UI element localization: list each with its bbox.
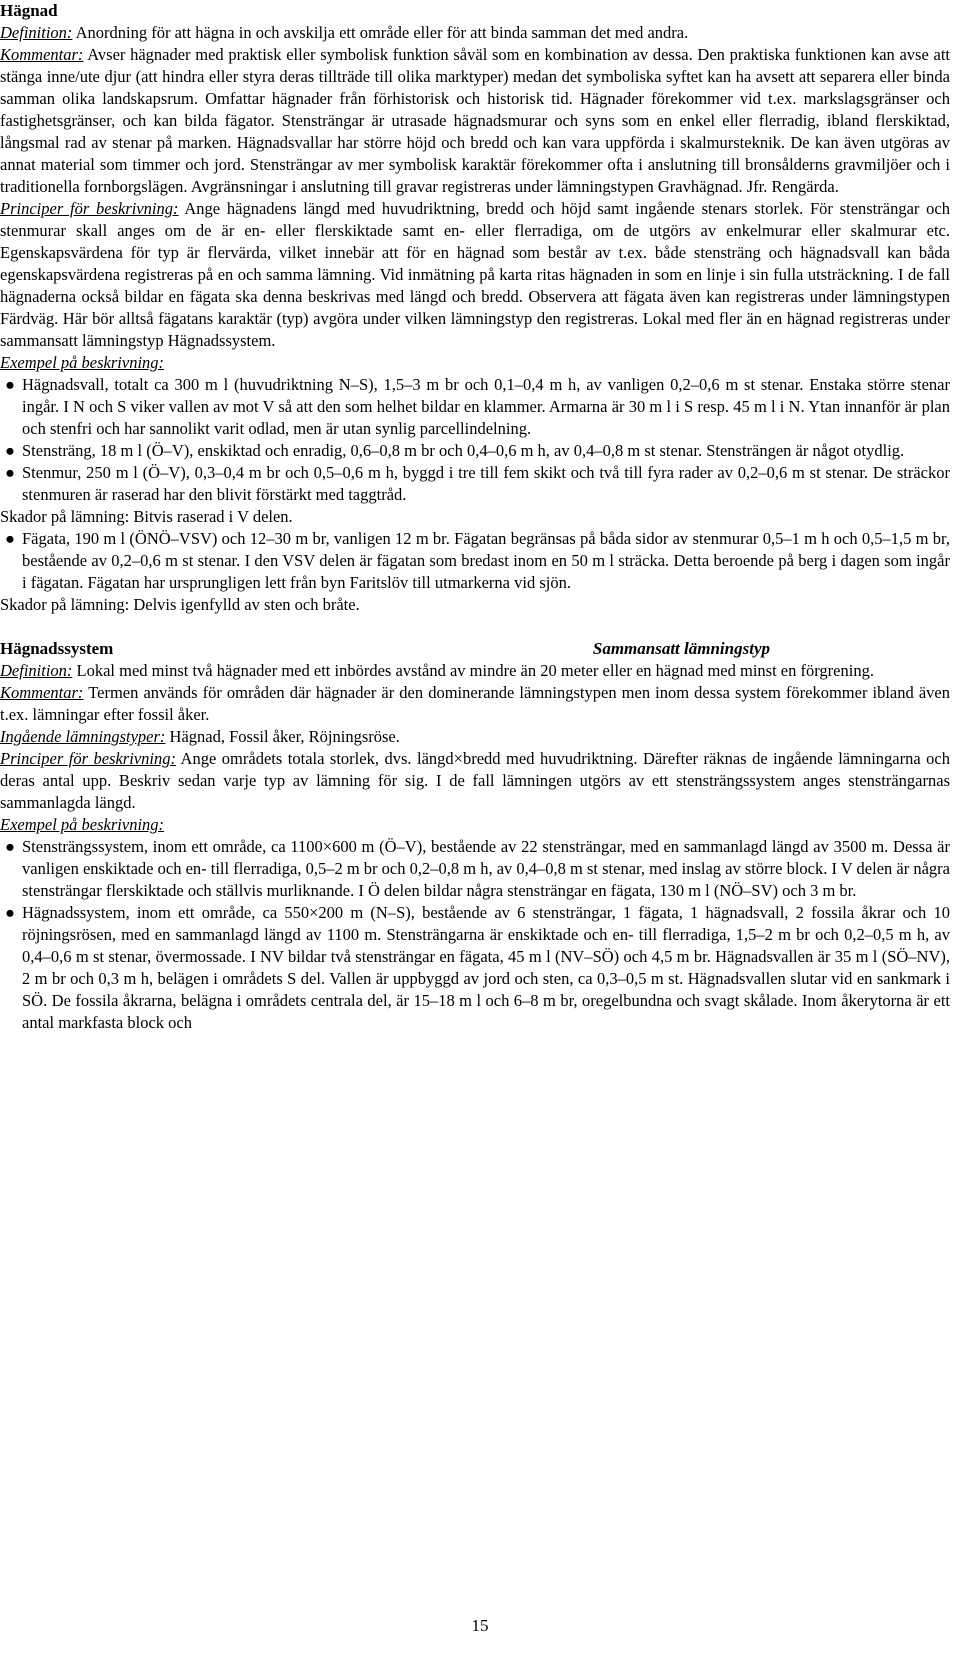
list-item	[0, 374, 950, 440]
ingaende-paragraph	[0, 726, 950, 748]
example-text: Fägata, 190 m l (ÖNÖ–VSV) och 12–30 m br, vanligen 12 m br. Fägatan begränsas på båda sidor av stenmurar 0,5–1 m h och 0,5–1,5 m br, bestående av 0,2–0,6 m st stenar. I den VSV delen är fägatan som bredast inom en 50 m l sträcka. Detta beroende på berg i dagen som ingår i fägatan. Fägatan har ursprungligen lett från byn Faritslöv till utmarkerna vid sjön.	[22, 529, 950, 592]
principer-paragraph	[0, 748, 950, 814]
list-item	[0, 440, 950, 462]
definition-label: Definition:	[0, 661, 73, 680]
example-text: Stensträngssystem, inom ett område, ca 1100×600 m (Ö–V), bestående av 22 stensträngar, med en sammanlagd längd av 3500 m. Dessa är vanligen enskiktade och en- till flerradiga, 0,5–2 m br och 0,2–0,8 m h, av 0,4–0,8 m st stenar, med inslag av större block. I V delen är några stensträngar flerskiktade och ställvis murliknande. I Ö delen bildar några stensträngar en fägata, 130 m l (NÖ–SV) och 3 m br.	[22, 837, 950, 900]
exempel-label: Exempel på beskrivning:	[0, 815, 165, 834]
bullet-icon: ●	[5, 837, 15, 856]
skador-line: Skador på lämning: Delvis igenfylld av sten och bråte.	[0, 595, 360, 614]
principer-label: Principer för beskrivning:	[0, 199, 179, 218]
list-item	[0, 902, 950, 1034]
kommentar-label: Kommentar:	[0, 683, 84, 702]
kommentar-paragraph	[0, 682, 950, 726]
kommentar-text: Termen används för områden där hägnader är den dominerande lämningstypen men inom dessa system förekommer ibland även t.ex. lämningar efter fossil åker.	[0, 683, 950, 724]
definition-text: Lokal med minst två hägnader med ett inbördes avstånd av mindre än 20 meter eller en hägnad med minst en förgrening.	[72, 661, 874, 680]
exempel-label-paragraph	[0, 352, 950, 374]
section-header-hagnadssystem	[0, 638, 950, 660]
kommentar-label: Kommentar:	[0, 45, 84, 64]
example-text: Hägnadssystem, inom ett område, ca 550×200 m (N–S), bestående av 6 stensträngar, 1 fägata, 1 hägnadsvall, 2 fossila åkrar och 10 röjningsrösen, med en sammanlagd längd av 1100 m. Stensträngarna är enskiktade och en- till flerradiga, 1,5–2 m br och 0,2–0,5 m h, av 0,4–0,6 m st stenar, övermossade. I NV bildar två stensträngar en fägata, 45 m l (NV–SÖ) och 4,5 m br. Hägnadsvallen är 35 m l (SÖ–NV), 2 m br och 0,3 m h, belägen i områdets S del. Vallen är uppbyggd av jord och sten, ca 0,3–0,5 m st. Hägnadsvallen slutar vid en sankmark i SÖ. De fossila åkrarna, belägna i områdets centrala del, är 15–18 m l och 6–8 m br, oregelbundna och svagt skålade. Inom åkerytorna är ett antal markfasta block och	[22, 903, 950, 1032]
bullet-icon: ●	[5, 529, 15, 548]
section-title-hagnad: Hägnad	[0, 1, 58, 20]
definition-paragraph	[0, 660, 950, 682]
bullet-icon: ●	[5, 441, 15, 460]
section-spacer	[0, 616, 950, 638]
example-list	[0, 374, 950, 616]
example-list	[0, 836, 950, 1034]
example-text: Stensträng, 18 m l (Ö–V), enskiktad och enradig, 0,6–0,8 m br och 0,4–0,6 m h, av 0,4–0,8 m st stenar. Stensträngen är något otydlig.	[22, 441, 905, 460]
exempel-label: Exempel på beskrivning:	[0, 353, 165, 372]
definition-text: Anordning för att hägna in och avskilja ett område eller för att binda samman det med andra.	[72, 23, 689, 42]
exempel-label-paragraph	[0, 814, 950, 836]
section-title-hagnadssystem: Hägnadssystem	[0, 639, 114, 658]
principer-text: Ange områdets totala storlek, dvs. längd×bredd med huvudriktning. Därefter räknas de ingående lämningarna och deras antal upp. Beskriv sedan varje typ av lämning för sig. I de fall lämningen utgörs av ett stensträngssystem anges stensträngarnas sammanlagda längd.	[0, 749, 950, 812]
principer-text: Ange hägnadens längd med huvudriktning, bredd och höjd samt ingående stenars storlek. För stensträngar och stenmurar skall anges om de är en- eller flerskiktade samt en- eller flerradiga, om de utgörs av enkelmurar eller skalmurar etc. Egenskapsvärdena för typ är flervärda, vilket innebär att för en hägnad som består av t.ex. både stensträng och hägnadsvall kan båda egenskapsvärdena registreras på en och samma lämning. Vid inmätning på karta ritas hägnaden in som en linje i sin fulla utsträckning. I de fall hägnaderna också bildar en fägata ska denna beskrivas med längd och bredd. Observera att fägata även kan registreras under lämningstypen Färdväg. Här bör alltså fägatans karaktär (typ) avgöra under vilken lämningstyp den registreras. Lokal med fler än en hägnad registreras under sammansatt lämningstyp Hägnadssystem.	[0, 199, 951, 350]
ingaende-text: Hägnad, Fossil åker, Röjningsröse.	[165, 727, 400, 746]
page-number: 15	[471, 1616, 489, 1635]
example-text: Stenmur, 250 m l (Ö–V), 0,3–0,4 m br och 0,5–0,6 m h, byggd i tre till fem skikt och två till fyra rader av 0,2–0,6 m st stenar. De sträckor stenmuren är raserad har den blivit förstärkt med taggtråd.	[22, 463, 950, 504]
bullet-icon: ●	[5, 375, 15, 394]
principer-label: Principer för beskrivning:	[0, 749, 176, 768]
skador-line: Skador på lämning: Bitvis raserad i V delen.	[0, 507, 293, 526]
example-text: Hägnadsvall, totalt ca 300 m l (huvudriktning N–S), 1,5–3 m br och 0,1–0,4 m h, av vanligen 0,2–0,6 m st stenar. Enstaka större stenar ingår. I N och S viker vallen av mot V så att den som helhet bildar en klammer. Armarna är 30 m l i S resp. 45 m l i N. Ytan innanför är plan och stenfri och har sannolikt varit odlad, men är utan synlig parcellindelning.	[22, 375, 950, 438]
bullet-icon: ●	[5, 903, 15, 922]
kommentar-text: Avser hägnader med praktisk eller symbolisk funktion såväl som en kombination av dessa. Den praktiska funktionen kan avse att stänga inne/ute djur (att hindra eller styra deras tillträde till olika marktyper) medan det symboliska syftet kan ha avsett att separera eller binda samman olika landskapsrum. Omfattar hägnader från förhistorisk och historisk tid. Hägnader förekommer vid t.ex. markslagsgränser och fastighetsgränser, och kan bilda fägator. Stensträngar är utrasade hägnadsmurar och syns som en enkel eller flerradig, ibland flerskiktad, långsmal rad av stenar på marken. Hägnadsvallar har större höjd och bredd och kan vara uppförda i skalmursteknik. De kan även utgöras av annat material som timmer och jord. Stensträngar av mer symbolisk karaktär förekommer ofta i anslutning till bronsålderns gravmiljöer och i traditionella fornborgslägen. Avgränsningar i anslutning till gravar registreras under lämningstypen Gravhägnad. Jfr. Rengärda.	[0, 45, 950, 196]
list-item	[0, 836, 950, 902]
definition-paragraph	[0, 22, 950, 44]
bullet-icon: ●	[5, 463, 15, 482]
definition-label: Definition:	[0, 23, 73, 42]
list-item	[0, 528, 950, 594]
principer-paragraph	[0, 198, 950, 352]
list-item	[0, 462, 950, 506]
section-type-label: Sammansatt lämningstyp	[592, 639, 770, 658]
ingaende-label: Ingående lämningstyper:	[0, 727, 166, 746]
kommentar-paragraph	[0, 44, 950, 198]
